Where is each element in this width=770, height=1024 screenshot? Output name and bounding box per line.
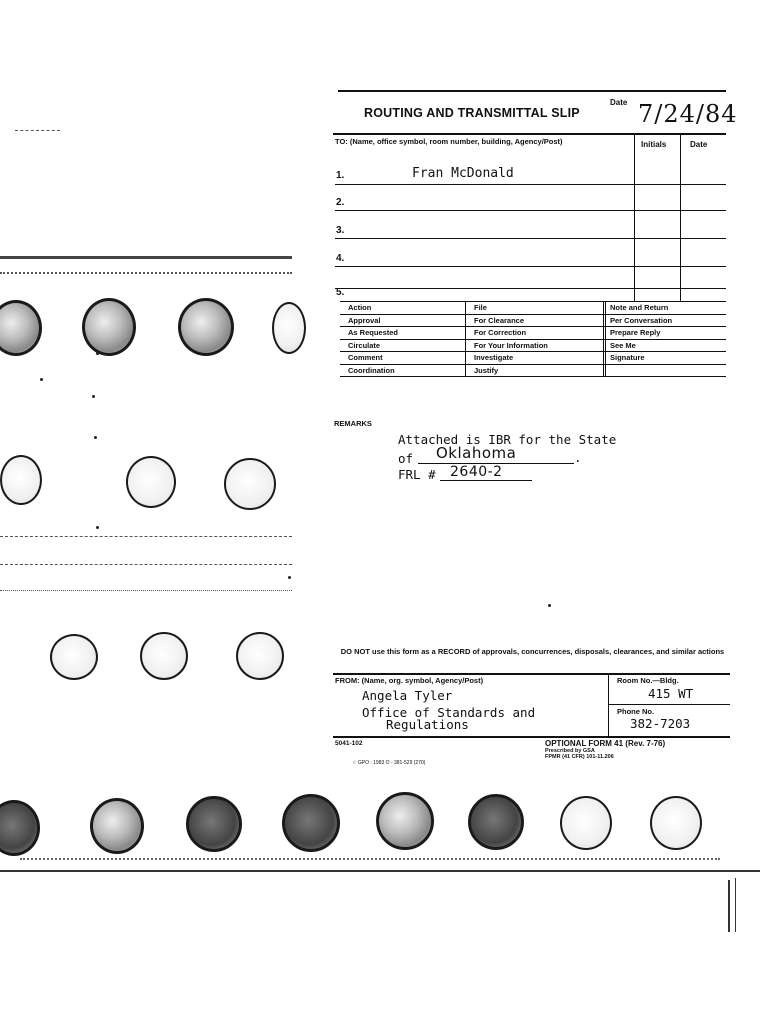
phone-label: Phone No. — [617, 707, 655, 716]
remarks-frl-label: FRL # — [398, 467, 436, 482]
action-option[interactable]: As Requested — [340, 327, 466, 339]
prescribed-note — [545, 748, 614, 760]
row-rule — [335, 184, 726, 185]
slip-top-rule — [338, 90, 726, 92]
action-option[interactable]: Comment — [340, 352, 466, 364]
action-row — [340, 352, 726, 365]
action-option[interactable]: Approval — [340, 315, 466, 327]
action-option[interactable]: Coordination — [340, 365, 466, 377]
action-row — [340, 327, 726, 340]
action-row — [340, 315, 726, 328]
title-rule — [333, 133, 726, 135]
from-name: Angela Tyler — [362, 688, 453, 703]
row-rule — [335, 210, 726, 211]
action-option[interactable]: Action — [340, 302, 466, 314]
action-option[interactable]: For Your Information — [466, 340, 606, 352]
remarks-of: of — [398, 451, 414, 466]
action-option[interactable]: File — [466, 302, 606, 314]
prescribed-line: Prescribed by GSA — [545, 748, 595, 754]
date-header: Date — [690, 140, 708, 149]
from-bottom-rule — [333, 736, 730, 738]
remarks-state-handwritten: Oklahoma — [436, 444, 517, 462]
remarks-frl-handwritten: 2640-2 — [450, 464, 503, 480]
date-value: 7/24/84 — [638, 100, 738, 128]
row-number: 1. — [336, 170, 345, 181]
date-label: Date — [610, 98, 628, 107]
action-option[interactable]: Signature — [610, 353, 645, 362]
phone-rule — [608, 704, 730, 705]
row-rule — [335, 238, 726, 239]
gpo-imprint: ☆ GPO : 1983 O - 381-529 (270) — [352, 760, 426, 766]
action-option[interactable]: For Clearance — [466, 315, 606, 327]
action-row — [340, 340, 726, 353]
action-option[interactable]: See Me — [610, 340, 636, 350]
room-value: 415 WT — [648, 686, 694, 701]
action-option[interactable]: Prepare Reply — [610, 328, 661, 337]
initials-header: Initials — [641, 140, 667, 149]
phone-value: 382-7203 — [630, 716, 691, 731]
row-number: 2. — [336, 197, 345, 208]
prescribed-line: FPMR (41 CFR) 101-11.206 — [545, 754, 614, 760]
slip-title: ROUTING AND TRANSMITTAL SLIP — [364, 106, 580, 120]
row-number: 4. — [336, 253, 345, 264]
action-row — [340, 302, 726, 315]
remarks-label: REMARKS — [334, 419, 372, 428]
action-option[interactable]: Justify — [466, 365, 606, 377]
date-column-rule — [680, 134, 681, 301]
form-number: 5041-102 — [335, 740, 363, 747]
row-number: 5. — [336, 287, 345, 298]
from-office: Office of Standards and — [362, 705, 536, 720]
action-option[interactable]: Investigate — [466, 352, 606, 364]
row-rule — [335, 288, 726, 289]
optional-form-label: OPTIONAL FORM 41 (Rev. 7-76) — [545, 739, 666, 748]
action-option — [606, 365, 726, 377]
row-rule — [335, 266, 726, 267]
action-option[interactable]: Note and Return — [610, 303, 669, 312]
from-office-cont: Regulations — [386, 717, 469, 732]
from-top-rule — [333, 673, 730, 675]
from-column-rule — [608, 674, 609, 738]
addressee-field[interactable]: Fran McDonald — [412, 166, 514, 181]
initials-column-rule — [634, 134, 635, 301]
room-label: Room No.—Bldg. — [617, 676, 679, 685]
action-row — [340, 365, 726, 378]
to-label: TO: (Name, office symbol, room number, building, Agency/Post) — [335, 137, 563, 146]
action-option[interactable]: Per Conversation — [610, 315, 673, 325]
remarks-frl-underline — [440, 480, 532, 481]
action-option[interactable]: For Correction — [466, 327, 606, 339]
remarks-line-1: Attached is IBR for the State — [398, 432, 617, 447]
action-option[interactable]: Circulate — [340, 340, 466, 352]
from-label: FROM: (Name, org. symbol, Agency/Post) — [335, 676, 484, 685]
row-number: 3. — [336, 225, 345, 236]
do-not-use-note: DO NOT use this form as a RECORD of approvals, concurrences, disposals, clearances, and similar actions — [340, 647, 725, 656]
remarks-period: . — [574, 450, 582, 465]
action-grid — [340, 301, 726, 377]
